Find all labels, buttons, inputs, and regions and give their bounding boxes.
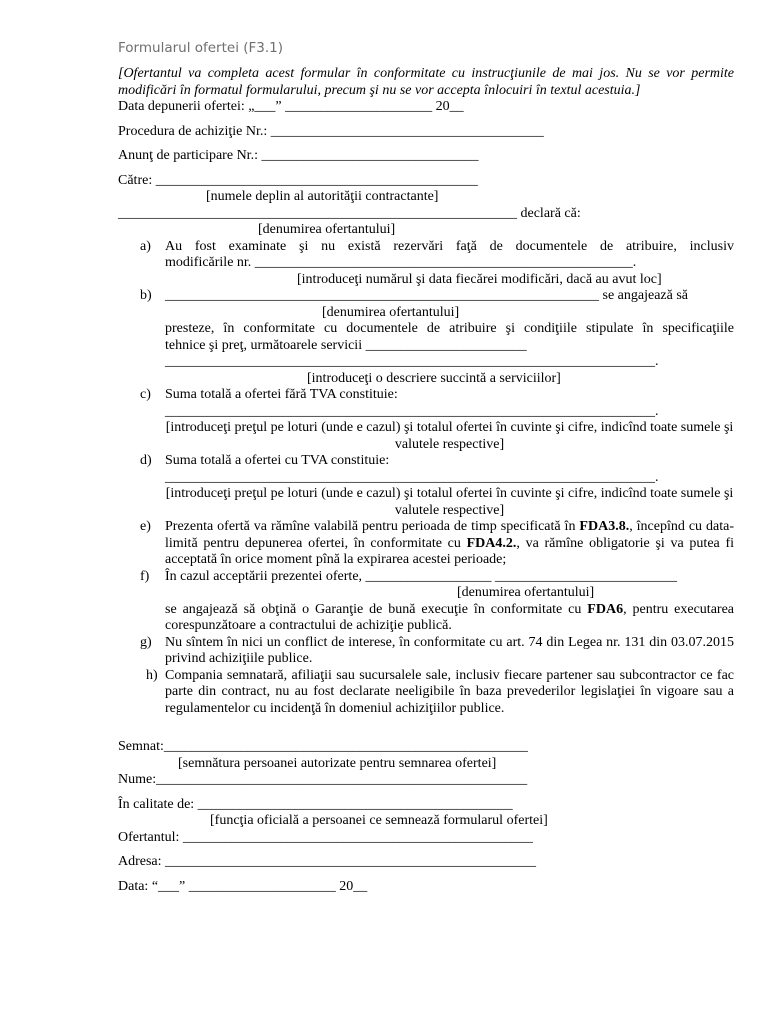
fda-reference: FDA3.8. [579,519,630,534]
item-b-text: presteze, în conformitate cu documentele de atribuire şi condiţiile stipulate în specificaţiile [165,321,734,336]
item-b-commitment-line: ______________________________________________________________ se angajează să [165,288,688,303]
position-line: În calitate de: _____________________________________________ [118,796,513,812]
declaration-item-e [118,519,734,569]
recipient-caption: [numele deplin al autorităţii contractante] [206,189,439,204]
item-f-text [165,602,734,635]
position-caption: [funcţia oficială a persoanei ce semnează formularul ofertei] [210,813,548,828]
item-b-bidder-caption: [denumirea ofertantului] [322,304,460,320]
item-f-bidder-caption: [denumirea ofertantului] [457,585,595,600]
instructions-text: [Ofertantul va completa acest formular în conformitate cu instrucţiunile de mai jos. Nu se vor permite modificări în formatul formularului, precum şi nu se vor accepta înlocuiri în textul acestuia.] [118,66,734,98]
item-label: g) [140,634,152,650]
item-c-text: Suma totală a ofertei fără TVA constituie: [165,387,398,402]
item-a-caption: [introduceţi numărul şi data fiecărei modificări, dacă au avut loc] [297,271,662,287]
signature-date-line: Data: “___” _____________________ 20__ [118,878,368,894]
item-d-amount-line: ______________________________________________________________________. [165,469,659,485]
item-e-text-middle: , începînd cu data-limită pentru depunerea ofertei, în conformitate cu [165,519,734,551]
signed-line: Semnat:____________________________________________________ [118,739,528,754]
declaration-item-a [118,239,734,289]
item-e-text [165,519,734,569]
item-d-text: Suma totală a ofertei cu TVA constituie: [165,453,390,468]
item-label: f) [140,568,150,584]
item-e-text-start: Prezenta ofertă va rămîne valabilă pentru perioada de timp specificată în [165,519,580,534]
name-line: Nume:_____________________________________________________ [118,772,528,787]
submission-date-line: Data depunerii ofertei: „___” _____________________ 20__ [118,99,464,114]
declaration-item-d [118,453,734,519]
item-d-caption: [introduceţi preţul pe loturi (unde e cazul) şi totalul ofertei în cuvinte şi cifre, indicînd toate sumele şi valutele respective] [165,486,734,518]
item-c-amount-line: ______________________________________________________________________. [165,403,659,419]
declaration-item-f [118,569,734,635]
declaration-item-c [118,387,734,453]
declaration-item-b [118,288,734,387]
declaration-list [118,239,734,718]
item-label: h) [146,667,158,683]
notice-number-line: Anunţ de participare Nr.: _______________________________ [118,148,479,163]
form-body [118,66,734,895]
item-label: a) [140,238,151,254]
item-b-description-line: ______________________________________________________________________. [165,354,659,369]
declaration-item-g [118,635,734,668]
bidder-signature-line: Ofertantul: __________________________________________________ [118,829,533,845]
item-label: b) [140,288,152,303]
form-title: Formularul ofertei (F3.1) [118,40,284,56]
item-c-caption: [introduceţi preţul pe loturi (unde e cazul) şi totalul ofertei în cuvinte şi cifre, indicînd toate sumele şi valutele respective] [165,420,734,452]
item-g-text: Nu sîntem în nici un conflict de interese, în conformitate cu art. 74 din Legea nr. 131 din 03.07.2015 privind achiziţiile publice. [165,634,734,666]
procedure-number-line: Procedura de achiziţie Nr.: _______________________________________ [118,123,544,139]
signed-caption: [semnătura persoanei autorizate pentru semnarea ofertei] [178,755,497,771]
declaration-item-h [118,668,734,718]
item-label: d) [140,453,152,468]
item-b-services-line: tehnice şi preţ, următoarele servicii _______________________ [165,337,527,353]
item-h-text: Compania semnatară, afiliaţii sau sucursalele sale, inclusiv fiecare partener sau subcontractor ce fac parte din contract, nu au fost declarate neeligibile în baza prevederilor legislaţiei în vigoare sau a regulamentelor cu incidenţă în domeniul achiziţiilor publice. [165,667,734,716]
item-label: e) [140,519,151,534]
bidder-declares-line: _________________________________________________________ declară că: [118,205,581,221]
item-label: c) [140,387,151,402]
item-a-amendments-line: modificările nr. ______________________________________________________. [165,255,637,270]
item-f-text-start: se angajează să obţină o Garanţie de bună execuţie în conformitate cu [165,601,588,617]
recipient-line: Către: ______________________________________________ [118,172,478,188]
address-line: Adresa: _____________________________________________________ [118,854,537,869]
fda-reference: FDA6 [587,601,624,617]
item-e-text-end: , va rămîne obligatorie şi va putea fi acceptată în orice moment pînă la expirarea acestei perioade; [165,535,735,567]
fda-reference: FDA4.2. [466,535,517,551]
bidder-caption: [denumirea ofertantului] [258,222,396,237]
item-a-text: Au fost examinate şi nu există rezervări faţă de documentele de atribuire, inclusiv [165,238,734,254]
item-f-acceptance-line: În cazul acceptării prezentei oferte, __________________ __________________________ [165,568,678,584]
item-b-description-caption: [introduceţi o descriere succintă a serviciilor] [307,370,561,386]
item-f-text-end: , pentru executarea corespunzătoare a contractului de achiziţie publică. [165,601,734,633]
